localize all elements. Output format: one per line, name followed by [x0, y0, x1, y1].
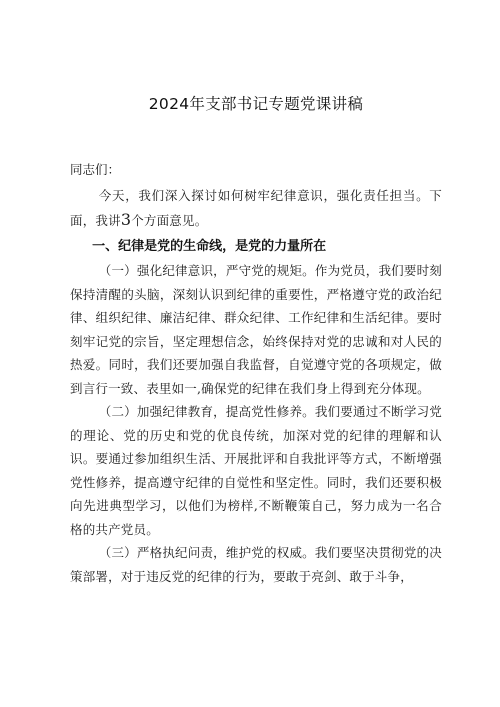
paragraph-1: （一）强化纪律意识，严守党的规矩。作为党员，我们要时刻保持清醒的头脑，深刻认识到纪律的重要性，严格遵守党的政治纪律、组织纪律、廉洁纪律、群众纪律、工作纪律和生活纪律。要时刻牢记党的宗旨，坚定理想信念，始终保持对党的忠诚和对人民的热爱。同时，我们还要加强自我监督，自觉遵守党的各项规定，做到言行一致、表里如一,确保党的纪律在我们身上得到充分体现。	[70, 263, 442, 396]
intro-number: 3	[120, 209, 132, 229]
document-title: 2024年支部书记专题党课讲稿	[148, 95, 364, 113]
paragraph-3: （三）严格执纪问责，维护党的权威。我们要坚决贯彻党的决策部署，对于违反党的纪律的行为，要敢于亮剑、敢于斗争，	[70, 545, 442, 584]
section-heading-1: 一、纪律是党的生命线，是党的力量所在	[92, 239, 327, 254]
intro-paragraph	[70, 184, 442, 232]
paragraph-2: （二）加强纪律教育，提高党性修养。我们要通过不断学习党的理论、党的历史和党的优良传统，加深对党的纪律的理解和认识。要通过参加组织生活、开展批评和自我批评等方式，不断增强党性修养，提高遵守纪律的自觉性和坚定性。同时，我们还要积极向先进典型学习，以他们为榜样,不断鞭策自己，努力成为一名合格的共产党员。	[70, 404, 442, 537]
intro-text-after: 个方面意见。	[131, 212, 208, 228]
salutation: 同志们：	[70, 162, 121, 177]
intro-text-before: 今天，我们深入探讨如何树牢纪律意识，强化责任担当。下面，我讲	[70, 188, 442, 228]
